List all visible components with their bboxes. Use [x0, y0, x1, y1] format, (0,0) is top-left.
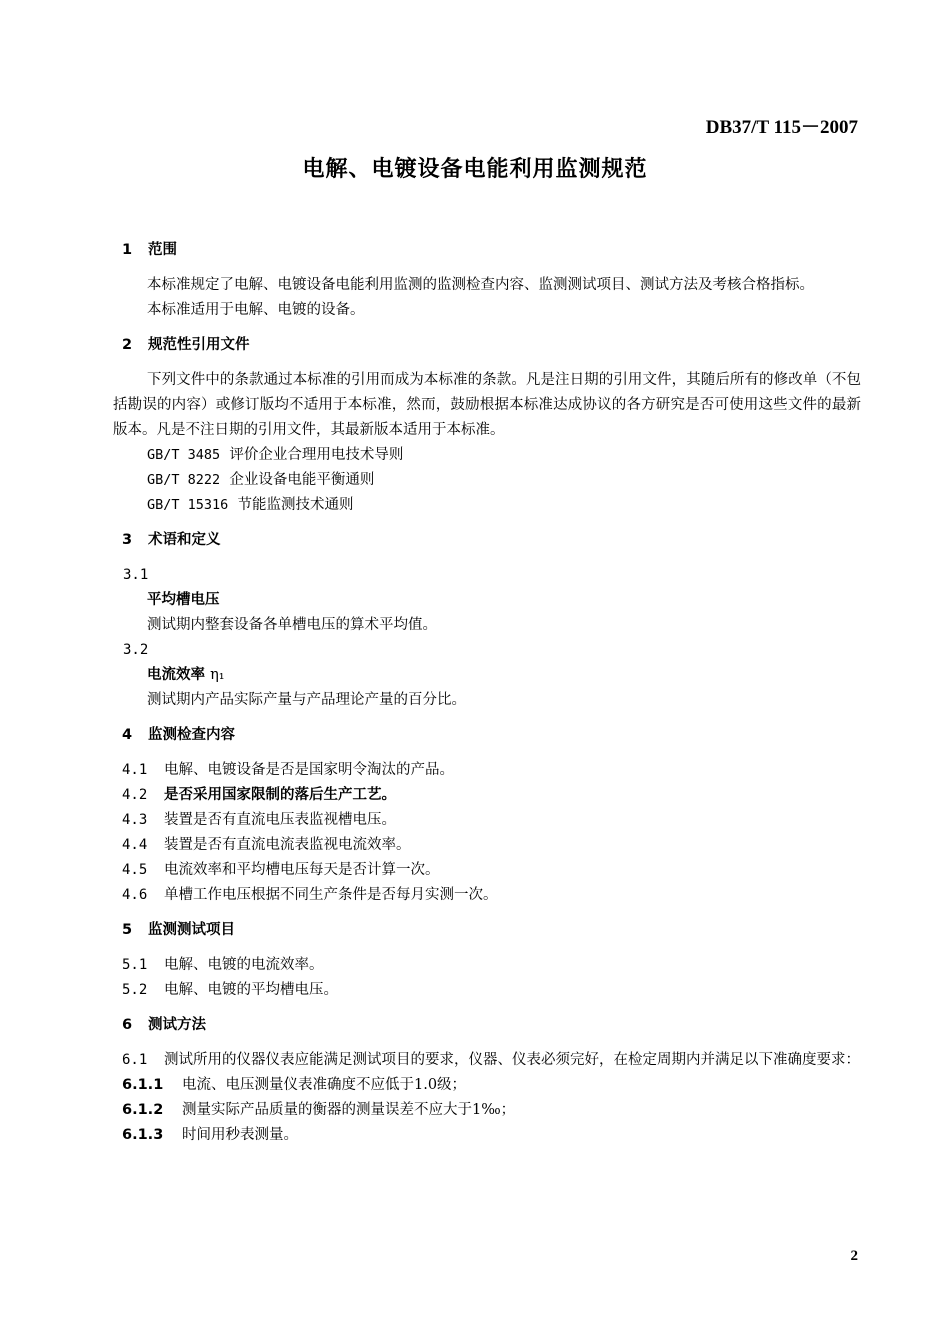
paragraph: 本标准规定了电解、电镀设备电能利用监测的监测检查内容、监测测试项目、测试方法及考核合格指标。: [147, 277, 814, 293]
list-item: 4.2 是否采用国家限制的落后生产工艺。: [122, 787, 396, 803]
section-4: [113, 758, 861, 908]
term-number: 3.2: [123, 642, 149, 658]
page-number: 2: [850, 1248, 858, 1264]
reference-item: GB/T 8222 企业设备电能平衡通则: [147, 472, 375, 488]
section-6: [113, 1048, 861, 1148]
section-heading-4: 4 监测检查内容: [122, 727, 235, 743]
document-body: [113, 238, 861, 1158]
list-item: 5.1 电解、电镀的电流效率。: [122, 957, 324, 973]
section-3: [113, 563, 861, 713]
term-definition: 测试期内整套设备各单槽电压的算术平均值。: [147, 617, 437, 633]
section-heading-2: 2 规范性引用文件: [122, 337, 250, 353]
sub-item: 6.1.2 测量实际产品质量的衡器的测量误差不应大于1‰；: [122, 1102, 516, 1118]
section-1: [113, 273, 861, 323]
paragraph: 6.1 测试所用的仪器仪表应能满足测试项目的要求，仪器、仪表必须完好，在检定周期内并满足以下准确度要求：: [122, 1052, 860, 1068]
section-5: [113, 953, 861, 1003]
document-title: 电解、电镀设备电能利用监测规范: [302, 157, 648, 182]
paragraph: 下列文件中的条款通过本标准的引用而成为本标准的条款。凡是注日期的引用文件，其随后所有的修改单（不包括勘误的内容）或修订版均不适用于本标准，然而，鼓励根据本标准达成协议的各方研究是否可使用这些文件的最新版本。凡是不注日期的引用文件，其最新版本适用于本标准。: [113, 372, 861, 438]
list-item: 4.6 单槽工作电压根据不同生产条件是否每月实测一次。: [122, 887, 498, 903]
sub-item: 6.1.1 电流、电压测量仪表准确度不应低于1.0级；: [122, 1077, 467, 1093]
list-item: 4.3 装置是否有直流电压表监视槽电压。: [122, 812, 396, 828]
term-name: 电流效率 η₁: [147, 667, 225, 683]
paragraph: 本标准适用于电解、电镀的设备。: [147, 302, 365, 318]
term-definition: 测试期内产品实际产量与产品理论产量的百分比。: [147, 692, 466, 708]
section-heading-1: 1 范围: [122, 242, 177, 258]
section-2: [113, 368, 861, 518]
sub-item: 6.1.3 时间用秒表测量。: [122, 1127, 298, 1143]
document-code: DB37/T 115－2007: [705, 117, 858, 138]
list-item: 4.4 装置是否有直流电流表监视电流效率。: [122, 837, 411, 853]
list-item: 4.1 电解、电镀设备是否是国家明令淘汰的产品。: [122, 762, 454, 778]
section-heading-5: 5 监测测试项目: [122, 922, 235, 938]
term-number: 3.1: [123, 567, 149, 583]
section-heading-6: 6 测试方法: [122, 1017, 206, 1033]
section-heading-3: 3 术语和定义: [122, 532, 221, 548]
reference-item: GB/T 3485 评价企业合理用电技术导则: [147, 447, 404, 463]
reference-item: GB/T 15316 节能监测技术通则: [147, 497, 354, 513]
term-name: 平均槽电压: [147, 592, 220, 608]
list-item: 4.5 电流效率和平均槽电压每天是否计算一次。: [122, 862, 440, 878]
term-symbol: η₁: [210, 667, 225, 683]
list-item: 5.2 电解、电镀的平均槽电压。: [122, 982, 338, 998]
